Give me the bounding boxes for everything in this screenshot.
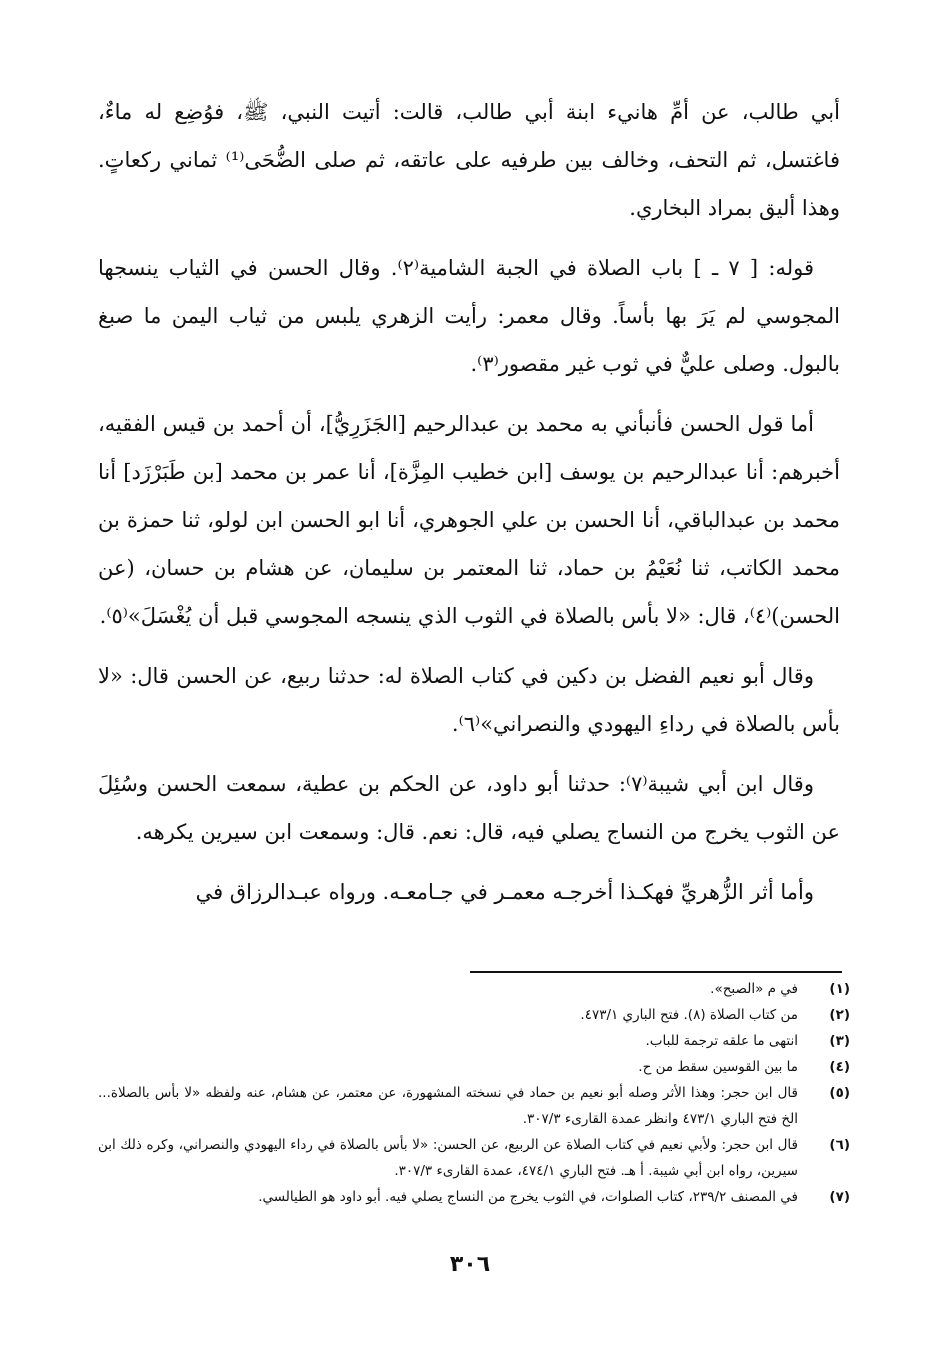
footnote-number: (٦) — [829, 1137, 850, 1153]
footnote-5 — [98, 1080, 850, 1132]
main-text — [98, 88, 840, 928]
footnote-4 — [98, 1054, 850, 1080]
footnote-text: في المصنف ٢٣٩/٢، كتاب الصلوات، في الثوب يخرج من النساج يصلي فيه. أبو داود هو الطيالسي. — [258, 1189, 798, 1205]
footnote-number: (٧) — [829, 1189, 850, 1205]
footnote-number: (١) — [829, 981, 850, 997]
footnote-number: (٢) — [829, 1007, 850, 1023]
footnote-number: (٣) — [829, 1033, 850, 1049]
footnote-2 — [98, 1002, 850, 1028]
footnote-divider — [470, 971, 842, 973]
footnote-7 — [98, 1184, 850, 1210]
footnotes — [98, 976, 850, 1210]
footnote-3 — [98, 1028, 850, 1054]
paragraph-5: وقال ابن أبي شيبة⁽٧⁾: حدثنا أبو داود، عن الحكم بن عطية، سمعت الحسن وسُئِلَ عن الثوب يخرج من النساج يصلي فيه، قال: نعم. قال: وسمعت ابن سيرين يكرهه. — [98, 772, 840, 844]
footnote-text: قال ابن حجر: ولأبي نعيم في كتاب الصلاة عن الربيع، عن الحسن: «لا بأس بالصلاة في رداء اليهودي والنصراني، وكره ذلك ابن سيرين، رواه ابن أبي شيبة. أ هـ. فتح الباري ٤٧٤/١، عمدة القارىء ٣٠٧/٣. — [98, 1137, 798, 1179]
paragraph-4: وقال أبو نعيم الفضل بن دكين في كتاب الصلاة له: حدثنا ربيع، عن الحسن قال: «لا بأس بالصلاة في رداءِ اليهودي والنصراني»⁽٦⁾. — [98, 664, 840, 736]
paragraph-1: أبي طالب، عن أمِّ هانيء ابنة أبي طالب، قالت: أتيت النبي، ﷺ، فوُضِع له ماءٌ، فاغتسل، ثم التحف، وخالف بين طرفيه على عاتقه، ثم صلى الضُّحَى⁽¹⁾ ثماني ركعاتٍ. وهذا أليق بمراد البخاري. — [98, 100, 840, 220]
footnote-text: ما بين القوسين سقط من ح. — [638, 1059, 798, 1075]
paragraph-2: قوله: [ ٧ ـ ] باب الصلاة في الجبة الشامية⁽٢⁾. وقال الحسن في الثياب ينسجها المجوسي لم يَرَ بها بأساً. وقال معمر: رأيت الزهري يلبس من ثياب اليمن ما صبغ بالبول. وصلى عليٌّ في ثوب غير مقصور⁽٣⁾. — [98, 256, 840, 376]
footnote-number: (٥) — [829, 1085, 850, 1101]
paragraph-6: وأما أثر الزُّهريِّ فهكـذا أخرجـه معمـر في جـامعـه. ورواه عبـدالرزاق في — [195, 880, 814, 904]
paragraph-3: أما قول الحسن فأنبأني به محمد بن عبدالرحيم [الجَزَرِيُّ]، أن أحمد بن قيس الفقيه، أخبرهم: أنا عبدالرحيم بن يوسف [ابن خطيب المِزَّة]، أنا عمر بن محمد [بن طَبَرْزَد] أنا محمد بن عبدالباقي، أنا الحسن بن علي الجوهري، أنا ابو الحسن ابن لولو، ثنا حمزة بن محمد الكاتب، ثنا نُعَيْمُ بن حماد، ثنا المعتمر بن سليمان، عن هشام بن حسان، (عن الحسن)⁽٤⁾، قال: «لا بأس بالصلاة في الثوب الذي ينسجه المجوسي قبل أن يُغْسَلَ»⁽٥⁾. — [98, 412, 840, 628]
footnote-text: قال ابن حجر: وهذا الأثر وصله أبو نعيم بن حماد في نسخته المشهورة، عن معتمر، عن هشام، عنه ولفظه «لا بأس بالصلاة... الخ فتح الباري ٤٧٣/١ وانظر عمدة القارىء ٣٠٧/٣. — [98, 1085, 798, 1127]
footnote-text: في م «الصبح». — [710, 981, 798, 997]
page-number: ٣٠٦ — [449, 1252, 491, 1277]
footnote-text: من كتاب الصلاة (٨). فتح الباري ٤٧٣/١. — [580, 1007, 798, 1023]
footnote-1 — [98, 976, 850, 1002]
footnote-6 — [98, 1132, 850, 1184]
footnote-number: (٤) — [829, 1059, 850, 1075]
footnote-text: انتهى ما علقه ترجمة للباب. — [645, 1033, 798, 1049]
